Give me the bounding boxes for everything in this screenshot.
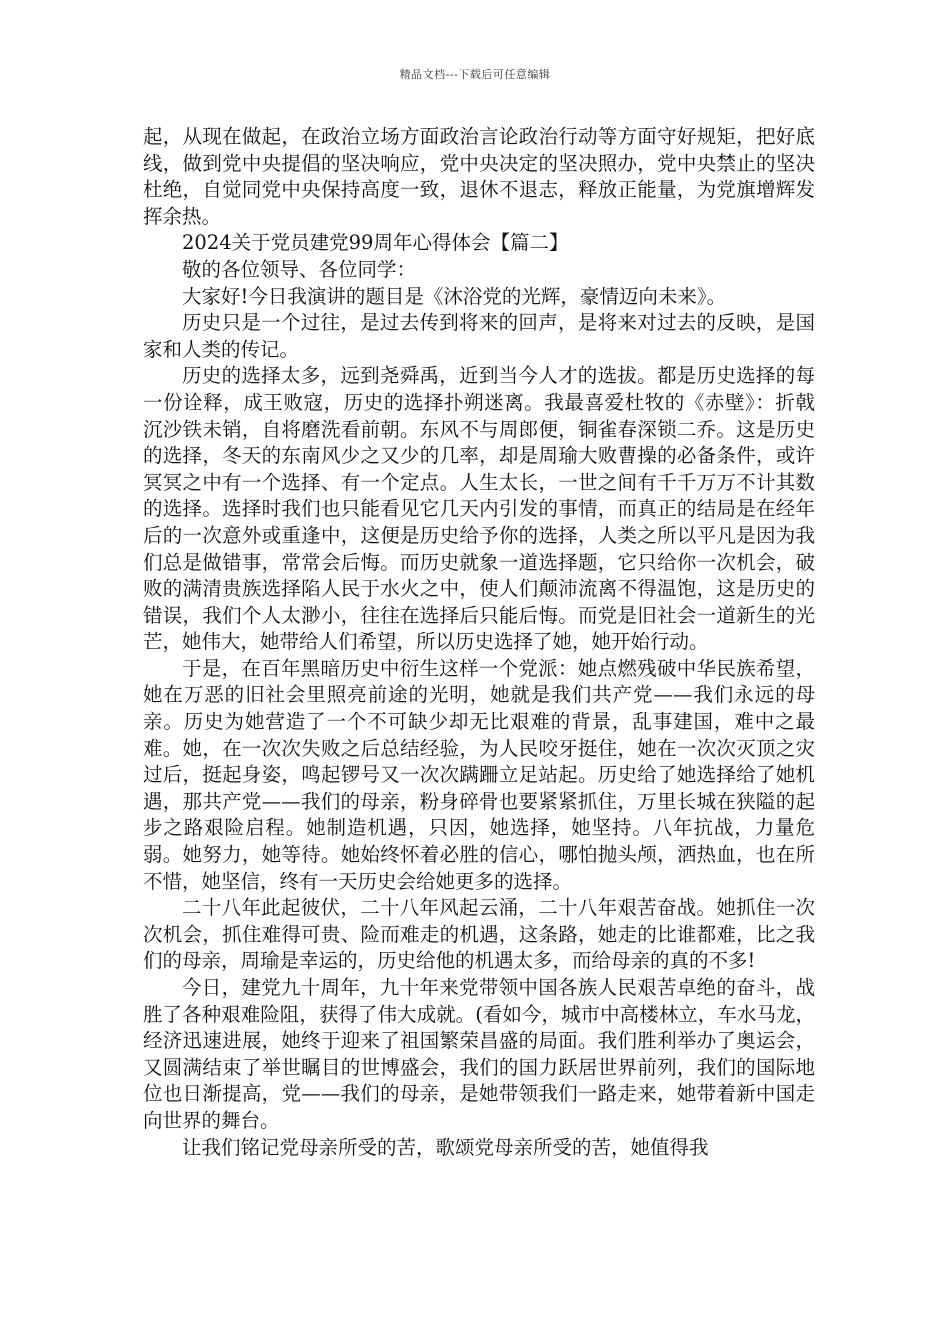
- salutation: 敬的各位领导、各位同学：: [182, 257, 417, 281]
- paragraph: 起，从现在做起，在政治立场方面政治言论政治行动等方面守好规矩，把好底线，做到党中央提倡的坚决响应，党中央决定的坚决照办，党中央禁止的坚决杜绝，自觉同党中央保持高度一致，退休不退志，释放正能量，为党旗增辉发挥余热。: [143, 125, 815, 228]
- page-header: 精品文档---下载后可任意编辑: [399, 68, 551, 81]
- paragraph: 让我们铭记党母亲所受的苦，歌颂党母亲所受的苦，她值得我: [182, 1135, 709, 1159]
- section-title: 2024关于党员建党99周年心得体会【篇二】: [182, 231, 569, 255]
- document-body: [143, 124, 815, 1161]
- paragraph: 二十八年此起彼伏，二十八年风起云涌，二十八年艰苦奋战。她抓住一次次机会，抓住难得可贵、险而难走的机遇，这条路，她走的比谁都难，比之我们的母亲，周瑜是幸运的，历史给他的机遇太多，而给母亲的真的不多!: [143, 896, 815, 973]
- paragraph: 于是，在百年黑暗历史中衍生这样一个党派：她点燃残破中华民族希望，她在万恶的旧社会里照亮前途的光明，她就是我们共产党——我们永远的母亲。历史为她营造了一个不可缺少却无比艰难的背景，乱事建国，难中之最难。她，在一次次失败之后总结经验，为人民咬牙挺住，她在一次次灭顶之灾过后，挺起身姿，鸣起锣号又一次次蹒跚立足站起。历史给了她选择给了她机遇，那共产党——我们的母亲，粉身碎骨也要紧紧抓住，万里长城在狭隘的起步之路艰险启程。她制造机遇，只因，她选择，她坚持。八年抗战，力量危弱。她努力，她等待。她始终怀着必胜的信心，哪怕抛头颅，洒热血，也在所不惜，她坚信，终有一天历史会给她更多的选择。: [143, 656, 815, 893]
- paragraph: 历史的选择太多，远到尧舜禹，近到当今人才的选拔。都是历史选择的每一份诠释，成王败寇，历史的选择扑朔迷离。我最喜爱杜牧的《赤壁》：折戟沉沙铁未销，自将磨洗看前朝。东风不与周郎便，铜雀春深锁二乔。这是历史的选择，冬天的东南风少之又少的几率，却是周瑜大败曹操的必备条件，或许冥冥之中有一个选择、有一个定点。人生太长，一世之间有千千万万不计其数的选择。选择时我们也只能看见它几天内引发的事情，而真正的结局是在经年后的一次意外或重逢中，这便是历史给予你的选择，人类之所以平凡是因为我们总是做错事，常常会后悔。而历史就象一道选择题，它只给你一次机会，破败的满清贵族选择陷人民于水火之中，使人们颠沛流离不得温饱，这是历史的错误，我们个人太渺小，往往在选择后只能后悔。而党是旧社会一道新生的光芒，她伟大，她带给人们希望，所以历史选择了她，她开始行动。: [143, 364, 815, 654]
- paragraph: 历史只是一个过往，是过去传到将来的回声，是将来对过去的反映，是国家和人类的传记。: [143, 311, 815, 361]
- paragraph: 今日，建党九十周年，九十年来党带领中国各族人民艰苦卓绝的奋斗，战胜了各种艰难险阻，获得了伟大成就。(看如今，城市中高楼林立，车水马龙，经济迅速进展，她终于迎来了祖国繁荣昌盛的局面。我们胜利举办了奥运会，又圆满结束了举世瞩目的世博盛会，我们的国力跃居世界前列，我们的国际地位也日渐提高，党——我们的母亲，是她带领我们一路走来，她带着新中国走向世界的舞台。: [143, 976, 815, 1132]
- paragraph: 大家好!今日我演讲的题目是《沐浴党的光辉，豪情迈向未来》。: [182, 284, 727, 308]
